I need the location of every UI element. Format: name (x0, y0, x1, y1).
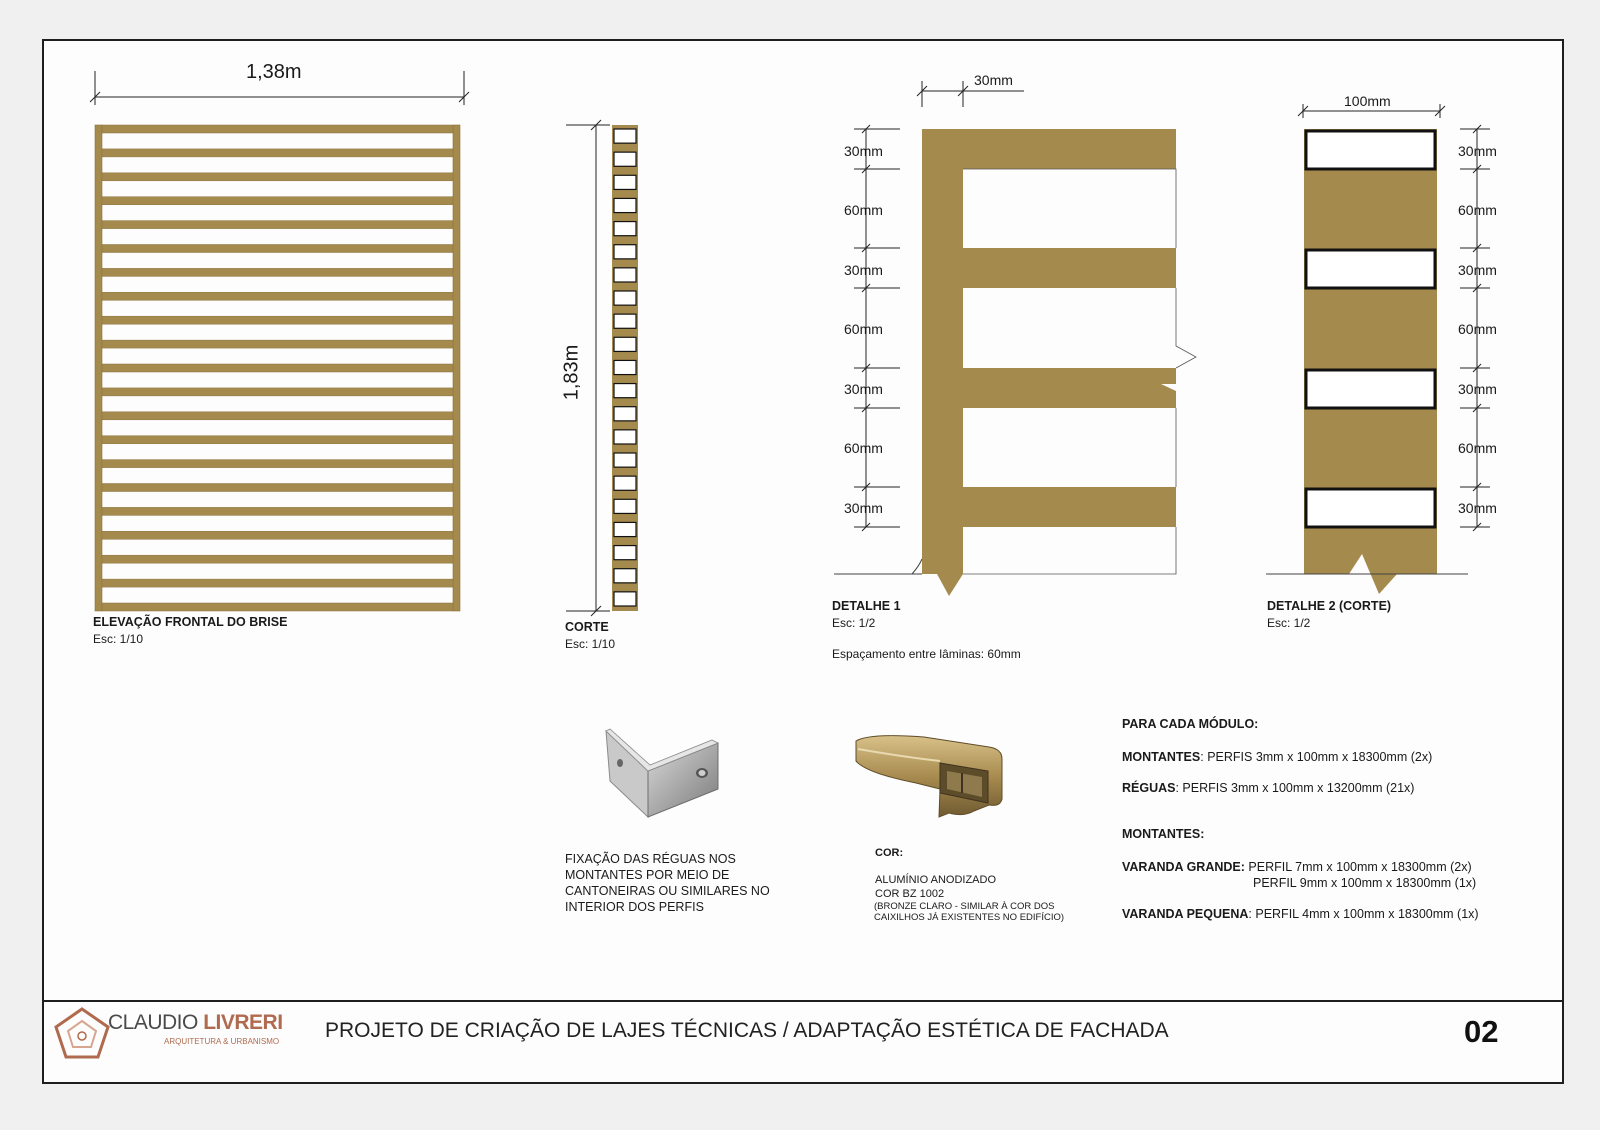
color-spec (875, 873, 996, 901)
specs-varanda-pequena-label: VARANDA PEQUENA (1122, 907, 1249, 921)
fixation-line-1: FIXAÇÃO DAS RÉGUAS NOS (565, 852, 736, 866)
section-height-label: 1,83m (560, 344, 583, 401)
section-slat-hollow (614, 314, 636, 328)
detail2-dim-2: 60mm (1458, 202, 1497, 218)
detail1-dim-2: 60mm (844, 202, 883, 218)
elevation-slat (102, 484, 453, 492)
detail1-title: DETALHE 1 (832, 599, 901, 613)
section-scale: Esc: 1/10 (565, 637, 616, 651)
detail1-dim-7: 30mm (844, 500, 883, 516)
drawing-sheet (42, 39, 1564, 1084)
elevation-upright-right (453, 125, 460, 611)
elevation-scale: Esc: 1/10 (93, 632, 144, 646)
elevation-title: ELEVAÇÃO FRONTAL DO BRISE (93, 615, 288, 629)
detail1-width-label: 30mm (974, 72, 1013, 88)
elevation-slat (102, 531, 453, 539)
title-block-divider (44, 1000, 1562, 1002)
color-note-1: (BRONZE CLARO - SIMILAR À COR DOS (874, 901, 1055, 912)
section-slat-hollow (614, 569, 636, 583)
section-title: CORTE (565, 620, 609, 634)
detail2-scale: Esc: 1/2 (1267, 616, 1311, 630)
section-slat-hollow (614, 245, 636, 259)
technical-drawing (44, 41, 1562, 1082)
section-slat-hollow (614, 407, 636, 421)
specs-varanda-grande (1122, 859, 1472, 875)
specs-reguas-value: : PERFIS 3mm x 100mm x 13200mm (21x) (1175, 781, 1415, 795)
elevation-slat (102, 149, 453, 157)
color-note-2: CAIXILHOS JÁ EXISTENTES NO EDIFÍCIO) (874, 912, 1065, 923)
section-slat-hollow (614, 291, 636, 305)
specs-montantes-value: : PERFIS 3mm x 100mm x 18300mm (2x) (1200, 750, 1433, 764)
elevation-slat (102, 173, 453, 181)
detail1-note: Espaçamento entre lâminas: 60mm (832, 647, 1021, 661)
elevation-slat (102, 197, 453, 205)
elevation-slat (102, 364, 453, 372)
detail2-dim-5: 30mm (1458, 381, 1497, 397)
elevation-drawing (90, 71, 469, 611)
specs-varanda-grande-1: PERFIL 7mm x 100mm x 18300mm (2x) (1248, 860, 1472, 874)
detail1-dim-3: 30mm (844, 262, 883, 278)
elevation-slat (102, 460, 453, 468)
detail1-dim-5: 30mm (844, 381, 883, 397)
section-slat-hollow (614, 522, 636, 536)
detail1-dim-6: 60mm (844, 440, 883, 456)
section-slat-hollow (614, 268, 636, 282)
detail2-dim-6: 60mm (1458, 440, 1497, 456)
elevation-slat (102, 125, 453, 133)
elevation-slat (102, 292, 453, 300)
fixation-line-2: MONTANTES POR MEIO DE (565, 868, 730, 882)
detail2-width-label: 100mm (1344, 93, 1391, 109)
elevation-slat (102, 436, 453, 444)
detail1-dim-4: 60mm (844, 321, 883, 337)
elevation-width-label: 1,38m (246, 61, 302, 83)
elevation-slat (102, 245, 453, 253)
color-line-1: ALUMÍNIO ANODIZADO (875, 874, 997, 886)
elevation-slat (102, 388, 453, 396)
detail1-dim-1: 30mm (844, 143, 883, 159)
brand-subtitle: ARQUITETURA & URBANISMO (164, 1037, 280, 1046)
brand-name-first: CLAUDIO (108, 1011, 198, 1034)
detail2-dim-1: 30mm (1458, 143, 1497, 159)
section-slat-hollow (614, 152, 636, 166)
detail2-title: DETALHE 2 (CORTE) (1267, 599, 1392, 613)
specs-reguas-label: RÉGUAS (1122, 781, 1176, 795)
pentagon-logo-icon (54, 1007, 110, 1059)
section-slats (612, 125, 638, 611)
elevation-upright-left (95, 125, 102, 611)
section-slat-hollow (614, 384, 636, 398)
fixation-note (565, 851, 770, 915)
section-slat-hollow (614, 476, 636, 490)
specs-varanda-grande-label: VARANDA GRANDE: (1122, 860, 1245, 874)
sheet-number: 02 (1464, 1014, 1499, 1049)
fixation-line-4: INTERIOR DOS PERFIS (565, 900, 704, 914)
elevation-slat (102, 268, 453, 276)
specs-montantes-label: MONTANTES (1122, 750, 1201, 764)
detail2-drawing (1266, 104, 1490, 594)
detail1-ground-curve (912, 559, 922, 574)
detail2-dim-7: 30mm (1458, 500, 1497, 516)
detail1-upright (922, 129, 963, 596)
color-note (874, 901, 1064, 923)
angle-bracket-image (606, 729, 718, 817)
project-title: PROJETO DE CRIAÇÃO DE LAJES TÉCNICAS / ADAPTAÇÃO ESTÉTICA DE FACHADA (325, 1019, 1169, 1042)
detail2-dim-4: 60mm (1458, 321, 1497, 337)
elevation-slat (102, 221, 453, 229)
specs-varanda-pequena-value: : PERFIL 4mm x 100mm x 18300mm (1x) (1248, 907, 1479, 921)
section-slat-hollow (614, 430, 636, 444)
elevation-slat (102, 507, 453, 515)
color-title: COR: (875, 847, 904, 859)
specs-varanda-grande-2: PERFIL 9mm x 100mm x 18300mm (1x) (1253, 876, 1477, 890)
section-slat-hollow (614, 222, 636, 236)
brand-name-second: LIVRERI (203, 1011, 283, 1034)
section-slat-hollow (614, 453, 636, 467)
elevation-slat (102, 579, 453, 587)
elevation-frame (95, 125, 460, 611)
elevation-slat (102, 316, 453, 324)
fixation-line-3: CANTONEIRAS OU SIMILARES NO (565, 884, 770, 898)
section-slat-hollow (614, 175, 636, 189)
color-line-2: COR BZ 1002 (875, 888, 945, 900)
elevation-slat (102, 555, 453, 563)
elevation-slat (102, 412, 453, 420)
section-slat-hollow (614, 337, 636, 351)
specs-reguas (1122, 780, 1414, 796)
specs-varanda-pequena (1122, 906, 1479, 922)
specs-montantes2-title: MONTANTES: (1122, 827, 1205, 841)
section-slat-hollow (614, 546, 636, 560)
section-slat-hollow (614, 198, 636, 212)
elevation-slat (102, 340, 453, 348)
specs-montantes (1122, 749, 1432, 765)
section-slat-hollow (614, 360, 636, 374)
section-slat-hollow (614, 129, 636, 143)
section-slat-hollow (614, 592, 636, 606)
detail1-slats-shape (963, 129, 1176, 527)
section-slat-hollow (614, 499, 636, 513)
detail1-drawing (834, 81, 1196, 596)
elevation-slat (102, 603, 453, 611)
detail2-dim-3: 30mm (1458, 262, 1497, 278)
brand-name (108, 1011, 283, 1035)
specs-title: PARA CADA MÓDULO: (1122, 717, 1259, 731)
aluminium-profile-image (856, 736, 1002, 817)
detail1-scale: Esc: 1/2 (832, 616, 876, 630)
